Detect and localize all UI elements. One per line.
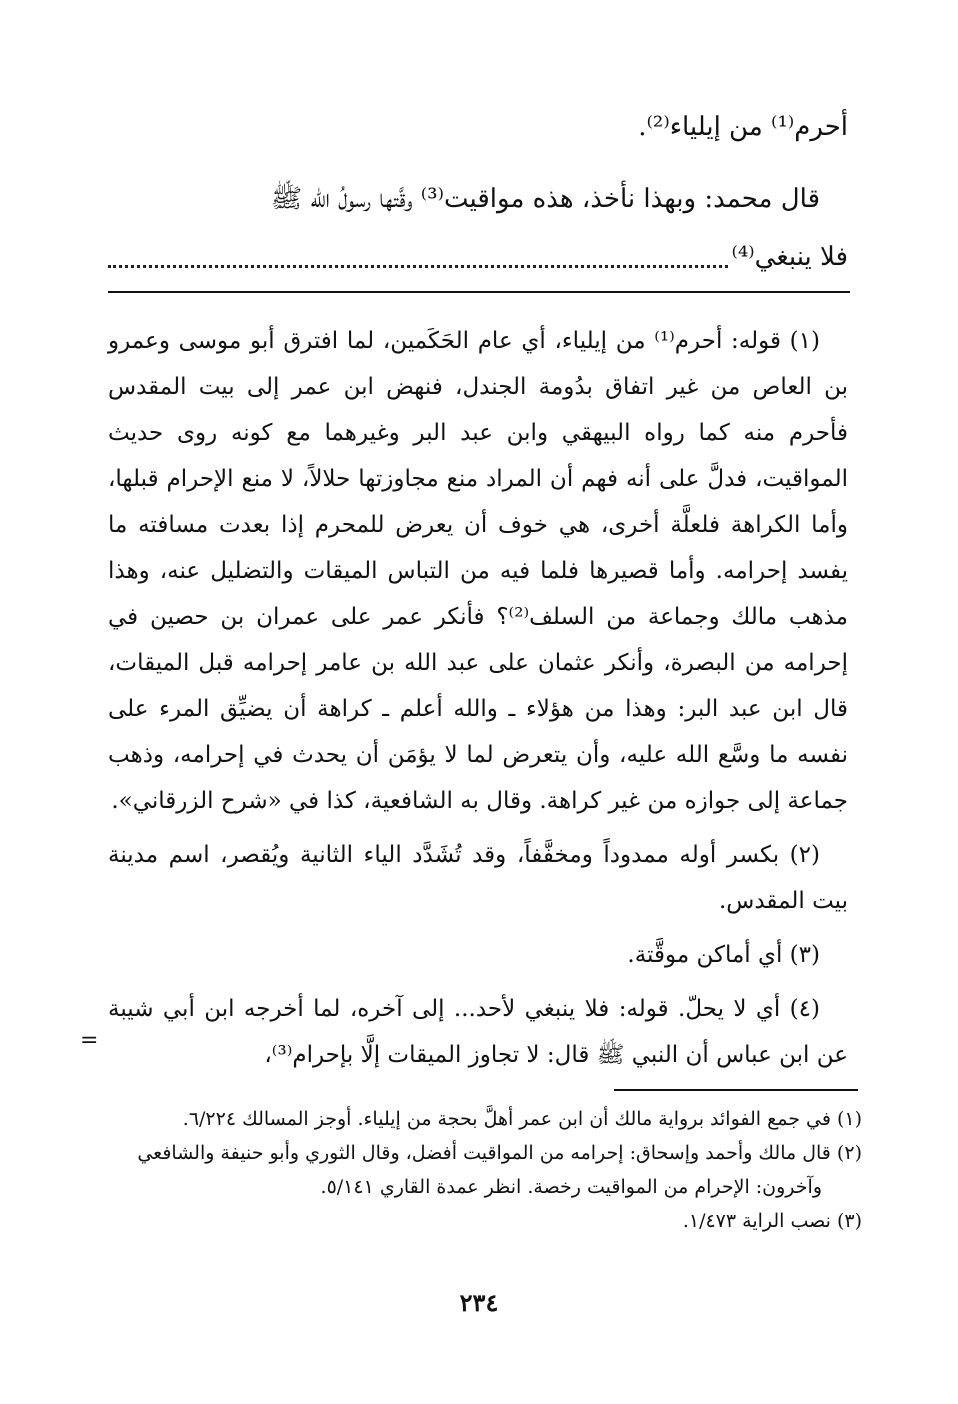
page-number: ٢٣٤ [459,1288,499,1317]
main-line-2: قال محمد: وبهذا نأخذ، هذه مواقيت⁽³⁾ وقَّتها رسولُ الله ﷺ [270,184,820,214]
footnote-1: (١) في جمع الفوائد برواية مالك أن ابن عمر أهلَّ بحجة من إيلياء. أوجز المسالك ٦/٢٢٤. [182,1108,862,1130]
commentary-note-3: (٣) أي أماكن موقَّتة. [627,942,820,968]
footnote-3: (٣) نصب الراية ١/٤٧٣. [682,1210,862,1232]
commentary-note-2: (٢) بكسر أوله ممدوداً ومخفَّفاً، وقد تُشَدَّد الياء الثانية ويُقصر، اسم مدينة بيت المقدس. [108,842,848,914]
main-line-3-text: فلا ينبغي⁽⁴⁾ [731,242,848,272]
main-text [108,98,848,286]
main-line-1: أحرم⁽¹⁾ من إيلياء⁽²⁾. [638,112,848,142]
commentary [108,318,848,1086]
main-line-3 [108,228,848,286]
continuation-mark: = [80,1028,99,1053]
commentary-note-1: (١) قوله: أحرم⁽¹⁾ من إيلياء، أي عام الحَكَمين، لما افترق أبو موسى وعمرو بن العاص من غير اتفاق بدُومة الجندل، فنهض ابن عمر إلى بيت المقدس فأحرم منه كما رواه البيهقي وابن عبد البر وغيرهما مع كونه روى حديث المواقيت، فدلَّ على أنه فهم أن المراد منع مجاوزتها حلالاً، لا منع الإحرام قبلها، وأما الكراهة فلعلَّة أخرى، هي خوف أن يعرض للمحرم إذا بعدت مسافته ما يفسد إحرامه. وأما قصيرها فلما فيه من التباس الميقات والتضليل عنه، وهذا مذهب مالك وجماعة من السلف⁽²⁾؟ فأنكر عمر على عمران بن حصين في إحرامه من البصرة، وأنكر عثمان على عبد الله بن عامر إحرامه قبل الميقات، قال ابن عبد البر: وهذا من هؤلاء ـ والله أعلم ـ كراهة أن يضيِّق المرء على نفسه ما وسَّع الله عليه، وأن يتعرض لما لا يؤمَن أن يحدث في إحرامه، وذهب جماعة إلى جوازه من غير كراهة. وقال به الشافعية، كذا في «شرح الزرقاني». [108,328,848,814]
footnotes [108,1102,862,1238]
footnote-divider [614,1089,858,1091]
commentary-note-4: (٤) أي لا يحلّ. قوله: فلا ينبغي لأحد... إلى آخره، لما أخرجه ابن أبي شيبة عن ابن عباس أن النبي ﷺ قال: لا تجاوز الميقات إلَّا بإحرام⁽³⁾، [108,996,848,1068]
footnote-2-continued: وآخرون: الإحرام من المواقيت رخصة. انظر عمدة القاري ٥/١٤١. [320,1176,822,1198]
footnote-2: (٢) قال مالك وأحمد وإسحاق: إحرامه من المواقيت أفضل، وقال الثوري وأبو حنيفة والشافعي [137,1142,862,1164]
main-divider [108,291,850,293]
elision-dots [108,264,728,268]
